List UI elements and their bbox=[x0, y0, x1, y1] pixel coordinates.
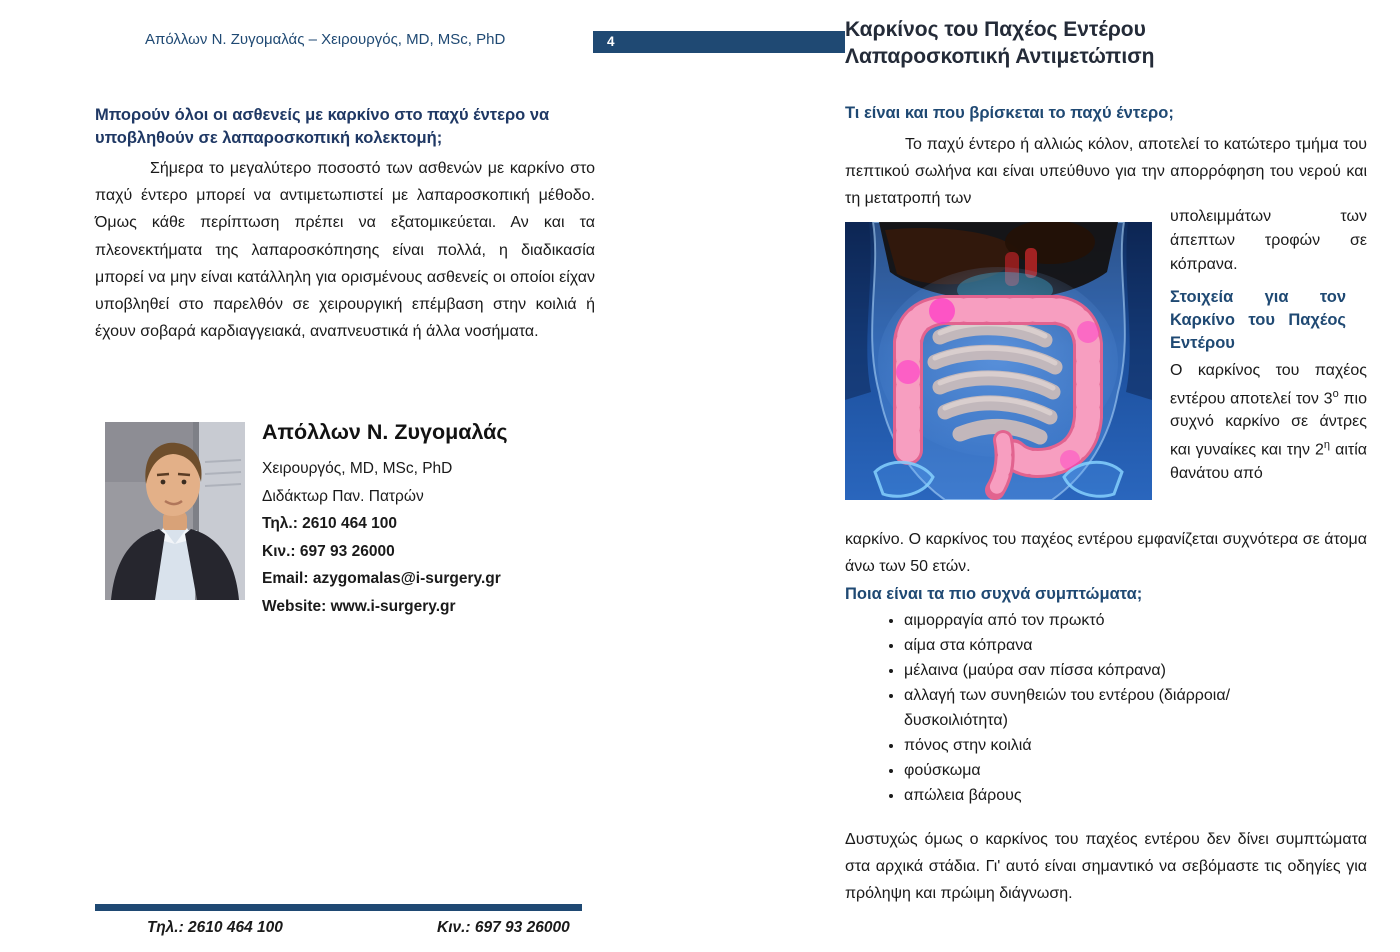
header-author-line: Απόλλων Ν. Ζυγομαλάς – Χειρουργός, MD, MSc, PhD bbox=[145, 31, 506, 48]
section-heading-cancer-facts: Στοιχεία για τον Καρκίνο του Παχέος Εντέρου bbox=[1170, 288, 1346, 352]
profile-doctorate: Διδάκτωρ Παν. Πατρών bbox=[262, 487, 424, 505]
symptoms-list bbox=[880, 608, 1324, 808]
question-heading-line1: Μπορούν όλοι οι ασθενείς με καρκίνο στο παχύ έντερο να bbox=[95, 106, 550, 124]
profile-phone: Τηλ.: 2610 464 100 bbox=[262, 515, 397, 532]
symptom-item: • μέλαινα (μαύρα σαν πίσσα κόπρανα) bbox=[904, 658, 1249, 683]
cancer-facts-text-2: πιο συχνό καρκίνο σε άντρες και γυναίκες και την 2 bbox=[1170, 389, 1367, 459]
ordinal-sup-2: η bbox=[1323, 438, 1331, 451]
question-heading-line2: υποβληθούν σε λαπαροσκοπική κολεκτομή; bbox=[95, 129, 443, 147]
symptom-item: • αλλαγή των συνηθειών του εντέρου (διάρροια/δυσκοιλιότητα) bbox=[904, 683, 1249, 733]
profile-website-link[interactable]: Website: www.i-surgery.gr bbox=[262, 597, 456, 615]
cancer-facts-continued: καρκίνο. Ο καρκίνος του παχέος εντέρου εμφανίζεται συχνότερα σε άτομα άνω των 50 ετών. bbox=[845, 531, 1367, 575]
page-right bbox=[845, 0, 1367, 952]
colon-paragraph-full-width: Το παχύ έντερο ή αλλιώς κόλον, αποτελεί το κατώτερο τμήμα του πεπτικού σωλήνα και είναι υπεύθυνο για την απορρόφηση του νερού και τη μετατροπή των bbox=[845, 136, 1367, 207]
contact-block bbox=[262, 420, 597, 620]
symptom-item: • πόνος στην κοιλιά bbox=[904, 733, 1249, 758]
footer-phone: Τηλ.: 2610 464 100 bbox=[147, 919, 283, 936]
symptoms-heading: Ποια είναι τα πιο συχνά συμπτώματα; bbox=[845, 585, 1143, 603]
portrait-graphic bbox=[105, 422, 245, 600]
page-number: 4 bbox=[607, 34, 615, 49]
profile-email-link[interactable]: Email: azygomalas@i-surgery.gr bbox=[262, 570, 501, 587]
symptom-item: • απώλεια βάρους bbox=[904, 783, 1249, 808]
colon-anatomy-image bbox=[845, 222, 1152, 500]
page-number-badge bbox=[593, 31, 845, 53]
question-heading bbox=[95, 104, 600, 150]
profile-photo bbox=[105, 422, 245, 600]
symptom-item: • φούσκωμα bbox=[904, 758, 1249, 783]
text-column-beside-image bbox=[1170, 205, 1367, 485]
symptom-item: • αίμα στα κόπρανα bbox=[904, 633, 1249, 658]
profile-mobile: Κιν.: 697 93 26000 bbox=[262, 542, 395, 560]
page-left bbox=[95, 0, 595, 952]
cancer-facts-text-1: Ο καρκίνος του παχέος εντέρου αποτελεί τον 3 bbox=[1170, 362, 1367, 407]
cancer-facts-paragraph bbox=[1170, 359, 1367, 485]
cancer-facts-text-3: αιτία θανάτου από bbox=[1170, 441, 1368, 482]
profile-name: Απόλλων Ν. Ζυγομαλάς bbox=[262, 420, 508, 444]
profile-title: Χειρουργός, MD, MSc, PhD bbox=[262, 460, 453, 477]
colon-paragraph-beside-image: υπολειμμάτων των άπεπτων τροφών σε κόπρανα. bbox=[1170, 208, 1367, 273]
symptom-item: • αιμορραγία από τον πρωκτό bbox=[904, 608, 1249, 633]
section-heading-colon-location: Τι είναι και που βρίσκεται το παχύ έντερο; bbox=[845, 104, 1174, 122]
page-title-line1: Καρκίνος του Παχέος Εντέρου bbox=[845, 18, 1146, 41]
colon-anatomy-graphic bbox=[845, 222, 1152, 500]
ordinal-sup-1: ο bbox=[1332, 387, 1339, 400]
intro-paragraph: Σήμερα το μεγαλύτερο ποσοστό των ασθενών με καρκίνο στο παχύ έντερο μπορεί να αντιμετωπιστεί με λαπαροσκοπική μέθοδο. Όμως κάθε περίπτωση πρέπει να εξατομικεύεται. Αν και τα πλεονεκτήματα της λαπαροσκόπησης είναι πολλά, η διαδικασία μπορεί να μην είναι κατάλληλη για ορισμένους ασθενείς οι οποίοι είχαν υποβληθεί στο παρελθόν σε χειρουργική επέμβαση στην κοιλιά ή έχουν σοβαρά καρδιαγγειακά, αναπνευστικά ή άλλα νοσήματα. bbox=[95, 160, 595, 341]
closing-paragraph: Δυστυχώς όμως ο καρκίνος του παχέος εντέρου δεν δίνει συμπτώματα στα αρχικά στάδια. Γι' αυτό είναι σημαντικό να σεβόμαστε τις οδηγίες για πρόληψη και πρώιμη διάγνωση. bbox=[845, 831, 1367, 902]
footer-mobile: Κιν.: 697 93 26000 bbox=[437, 919, 570, 936]
page-title-line2: Λαπαροσκοπική Αντιμετώπιση bbox=[845, 45, 1155, 68]
page-title bbox=[845, 16, 1154, 70]
